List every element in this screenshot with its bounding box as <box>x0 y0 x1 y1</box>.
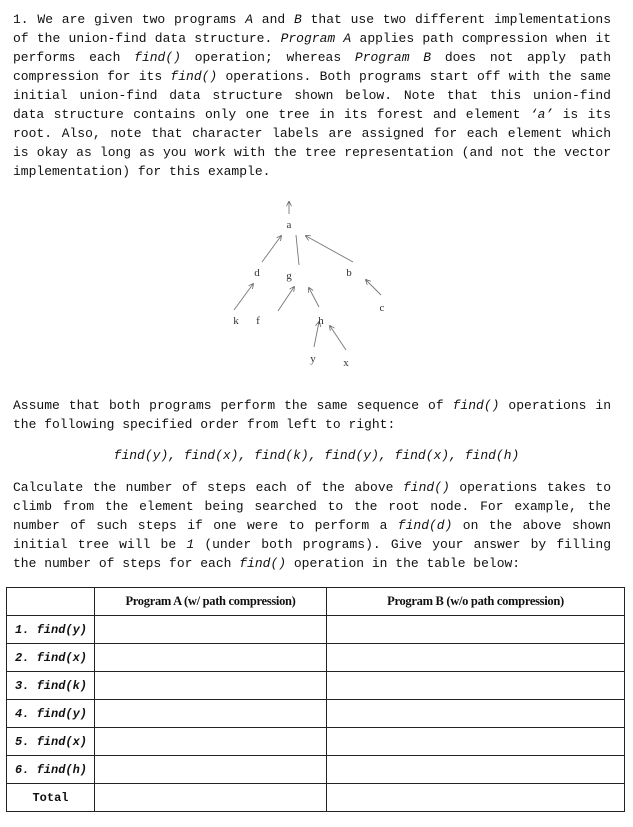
header-program-b: Program B (w/o path compression) <box>327 588 625 616</box>
text-segment: Assume that both programs perform the same sequence of <box>13 398 453 413</box>
table-row <box>7 728 625 756</box>
row-label: 3. find(k) <box>7 672 95 700</box>
text-segment: on the above shown initial tree will be <box>13 518 612 552</box>
text-segment: applies path compression when it performs each <box>13 31 612 65</box>
emphasis-text: 1 <box>186 537 195 552</box>
tree-node-g: g <box>286 270 292 282</box>
emphasis-text: Program B <box>354 50 432 65</box>
text-segment: does not apply path compression for its <box>13 50 611 84</box>
tree-node-x: x <box>343 357 349 369</box>
program-b-answer-cell[interactable] <box>327 644 625 672</box>
program-a-answer-cell[interactable] <box>95 728 327 756</box>
emphasis-text: find(d) <box>397 518 453 533</box>
program-a-answer-cell[interactable] <box>95 672 327 700</box>
answer-table <box>6 587 625 812</box>
tree-node-h: h <box>318 315 324 327</box>
program-a-answer-cell[interactable] <box>95 756 327 784</box>
header-blank <box>7 588 95 616</box>
edge-d-a <box>262 236 281 262</box>
total-label: Total <box>7 784 95 812</box>
program-b-answer-cell[interactable] <box>327 728 625 756</box>
text-segment: 1. We are given two programs <box>13 12 246 27</box>
row-label: 6. find(h) <box>7 756 95 784</box>
table-row <box>7 644 625 672</box>
emphasis-text: ‘a’ <box>529 107 554 122</box>
edge-k-d <box>234 284 253 310</box>
table-row <box>7 672 625 700</box>
table-header-row <box>7 588 625 616</box>
edge-h-g <box>309 288 319 307</box>
emphasis-text: A <box>245 12 253 27</box>
calculate-instructions <box>13 478 611 573</box>
program-a-answer-cell[interactable] <box>95 644 327 672</box>
text-segment: (under both programs). Give your answer by filling the number of steps for each <box>13 537 611 571</box>
text-segment: operation in the table below: <box>286 556 521 571</box>
program-b-answer-cell[interactable] <box>327 784 625 812</box>
text-segment: that use two different implementations of the union-find data structure. <box>13 12 612 46</box>
text-segment: is its root. Also, note that character labels are assigned for each element which is okay as long as you work with the tree representation (and not the vector implementation) for this example. <box>13 107 612 179</box>
row-label: 4. find(y) <box>7 700 95 728</box>
text-segment: operation; whereas <box>180 50 355 65</box>
row-label: 1. find(y) <box>7 616 95 644</box>
program-b-answer-cell[interactable] <box>327 700 625 728</box>
table-row <box>7 616 625 644</box>
table-row <box>7 784 625 812</box>
table-row <box>7 700 625 728</box>
text-segment: operations. Both programs start off with the same initial union-find data structure shown below. Note that this union-find data structure contains only one tree in its forest and element <box>13 69 611 122</box>
emphasis-text: B <box>294 12 302 27</box>
emphasis-text: find() <box>402 480 450 495</box>
tree-node-c: c <box>379 302 385 314</box>
header-program-a: Program A (w/ path compression) <box>95 588 327 616</box>
table-row <box>7 756 625 784</box>
edge-c-b <box>366 280 381 295</box>
assume-text <box>13 396 611 434</box>
emphasis-text: find() <box>170 69 218 84</box>
row-label: 2. find(x) <box>7 644 95 672</box>
tree-node-k: k <box>233 315 239 327</box>
program-a-answer-cell[interactable] <box>95 616 327 644</box>
program-a-answer-cell[interactable] <box>95 700 327 728</box>
program-b-answer-cell[interactable] <box>327 672 625 700</box>
edge-f-g <box>278 287 294 311</box>
text-segment: operations takes to climb from the element being searched to the root node. For example, the number of such steps if one were to perform a <box>13 480 611 533</box>
tree-node-f: f <box>256 315 260 327</box>
text-segment: Calculate the number of steps each of the above <box>13 480 403 495</box>
edge-g-a <box>296 235 299 265</box>
union-find-tree-diagram <box>220 190 400 380</box>
program-a-answer-cell[interactable] <box>95 784 327 812</box>
emphasis-text: find() <box>239 556 287 571</box>
text-segment: operations in the following specified order from left to right: <box>13 398 611 432</box>
problem-intro <box>13 10 611 181</box>
row-label: 5. find(x) <box>7 728 95 756</box>
tree-node-b: b <box>346 267 352 279</box>
emphasis-text: Program A <box>280 31 352 46</box>
program-b-answer-cell[interactable] <box>327 756 625 784</box>
emphasis-text: find() <box>452 398 500 413</box>
emphasis-text: find() <box>134 50 181 65</box>
edge-x-h <box>330 326 346 350</box>
tree-node-y: y <box>310 353 316 365</box>
tree-node-d: d <box>254 267 260 279</box>
edge-b-a <box>306 236 353 262</box>
tree-node-a: a <box>286 219 292 231</box>
find-sequence: find(y), find(x), find(k), find(y), find(x), find(h) <box>113 448 520 463</box>
text-segment: and <box>253 12 294 27</box>
program-b-answer-cell[interactable] <box>327 616 625 644</box>
